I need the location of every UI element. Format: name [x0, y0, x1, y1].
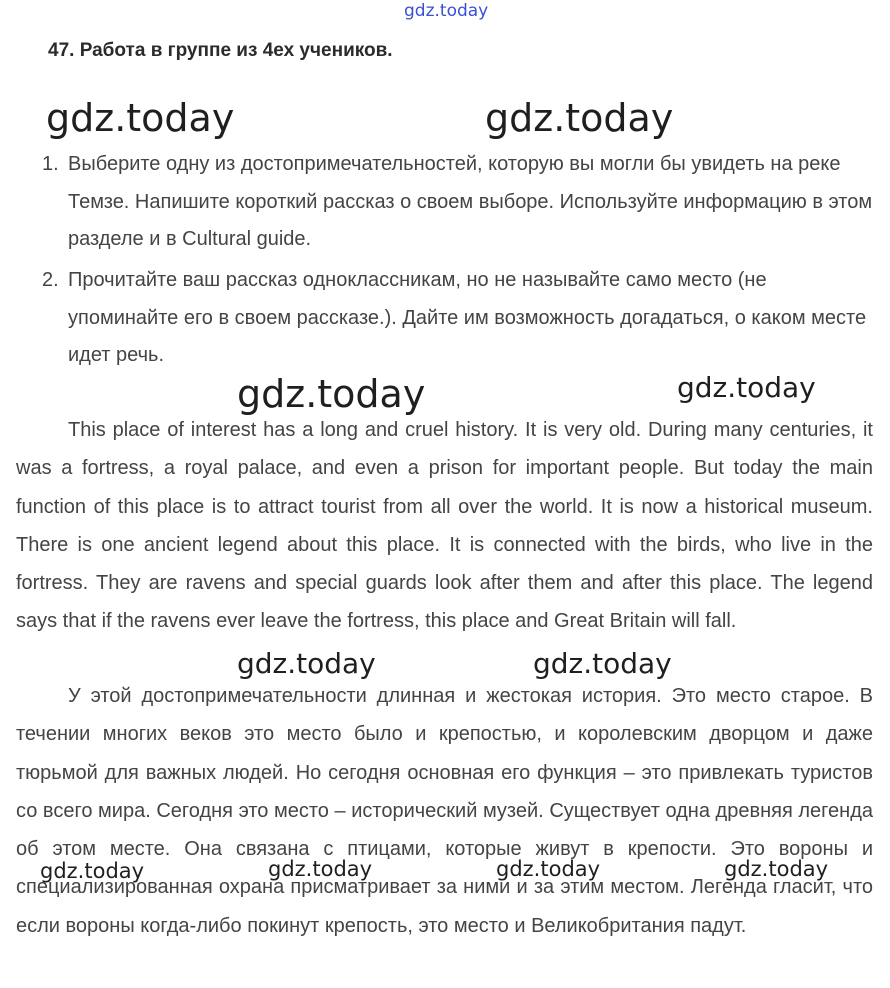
watermark: gdz.today [46, 96, 235, 140]
english-paragraph: This place of interest has a long and cruel history. It is very old. During many centuries, it was a fortress, a royal palace, and even a prison for important people. But today the main function of this place is to attract tourist from all over the world. It is now a historical museum. There is one ancient legend about this place. It is connected with the birds, who live in the fortress. They are ravens and special guards look after them and after this place. The legend says that if the ravens ever leave the fortress, this place and Great Britain will fall. [16, 419, 873, 633]
task-text: Выберите одну из достопримечательностей, которую вы могли бы увидеть на реке Темзе. Напишите короткий рассказ о своем выборе. Используйте информацию в этом разделе и в Cultural guide. [68, 153, 873, 250]
task-item [42, 262, 882, 375]
watermark: gdz.today [677, 371, 816, 404]
watermark: gdz.today [237, 647, 376, 680]
watermark: gdz.today [268, 857, 373, 881]
task-item [42, 146, 882, 259]
watermark: gdz.today [485, 96, 674, 140]
watermark-top: gdz.today [404, 1, 489, 21]
watermark: gdz.today [40, 859, 145, 883]
task-number: 2. [42, 269, 59, 291]
exercise-heading: 47. Работа в группе из 4ех учеников. [48, 40, 393, 61]
watermark: gdz.today [496, 857, 601, 881]
task-text: Прочитайте ваш рассказ одноклассникам, но не называйте само место (не упоминайте его в своем рассказе.). Дайте им возможность догадаться, о каком месте идет речь. [68, 269, 867, 366]
russian-paragraph: У этой достопримечательности длинная и жестокая история. Это место старое. В течении многих веков это место было и крепостью, и королевским дворцом и даже тюрьмой для важных людей. Но сегодня основная его функция – это привлекать туристов со всего мира. Сегодня это место – исторический музей. Существует одна древняя легенда об этом месте. Она связана с птицами, которые живут в крепости. Это вороны и специализированная охрана присматривает за ними и за этим местом. Легенда гласит, что если вороны когда-либо покинут крепость, это место и Великобритания падут. [16, 685, 873, 937]
watermark: gdz.today [533, 647, 672, 680]
watermark: gdz.today [724, 857, 829, 881]
task-number: 1. [42, 153, 59, 175]
watermark: gdz.today [237, 372, 426, 416]
